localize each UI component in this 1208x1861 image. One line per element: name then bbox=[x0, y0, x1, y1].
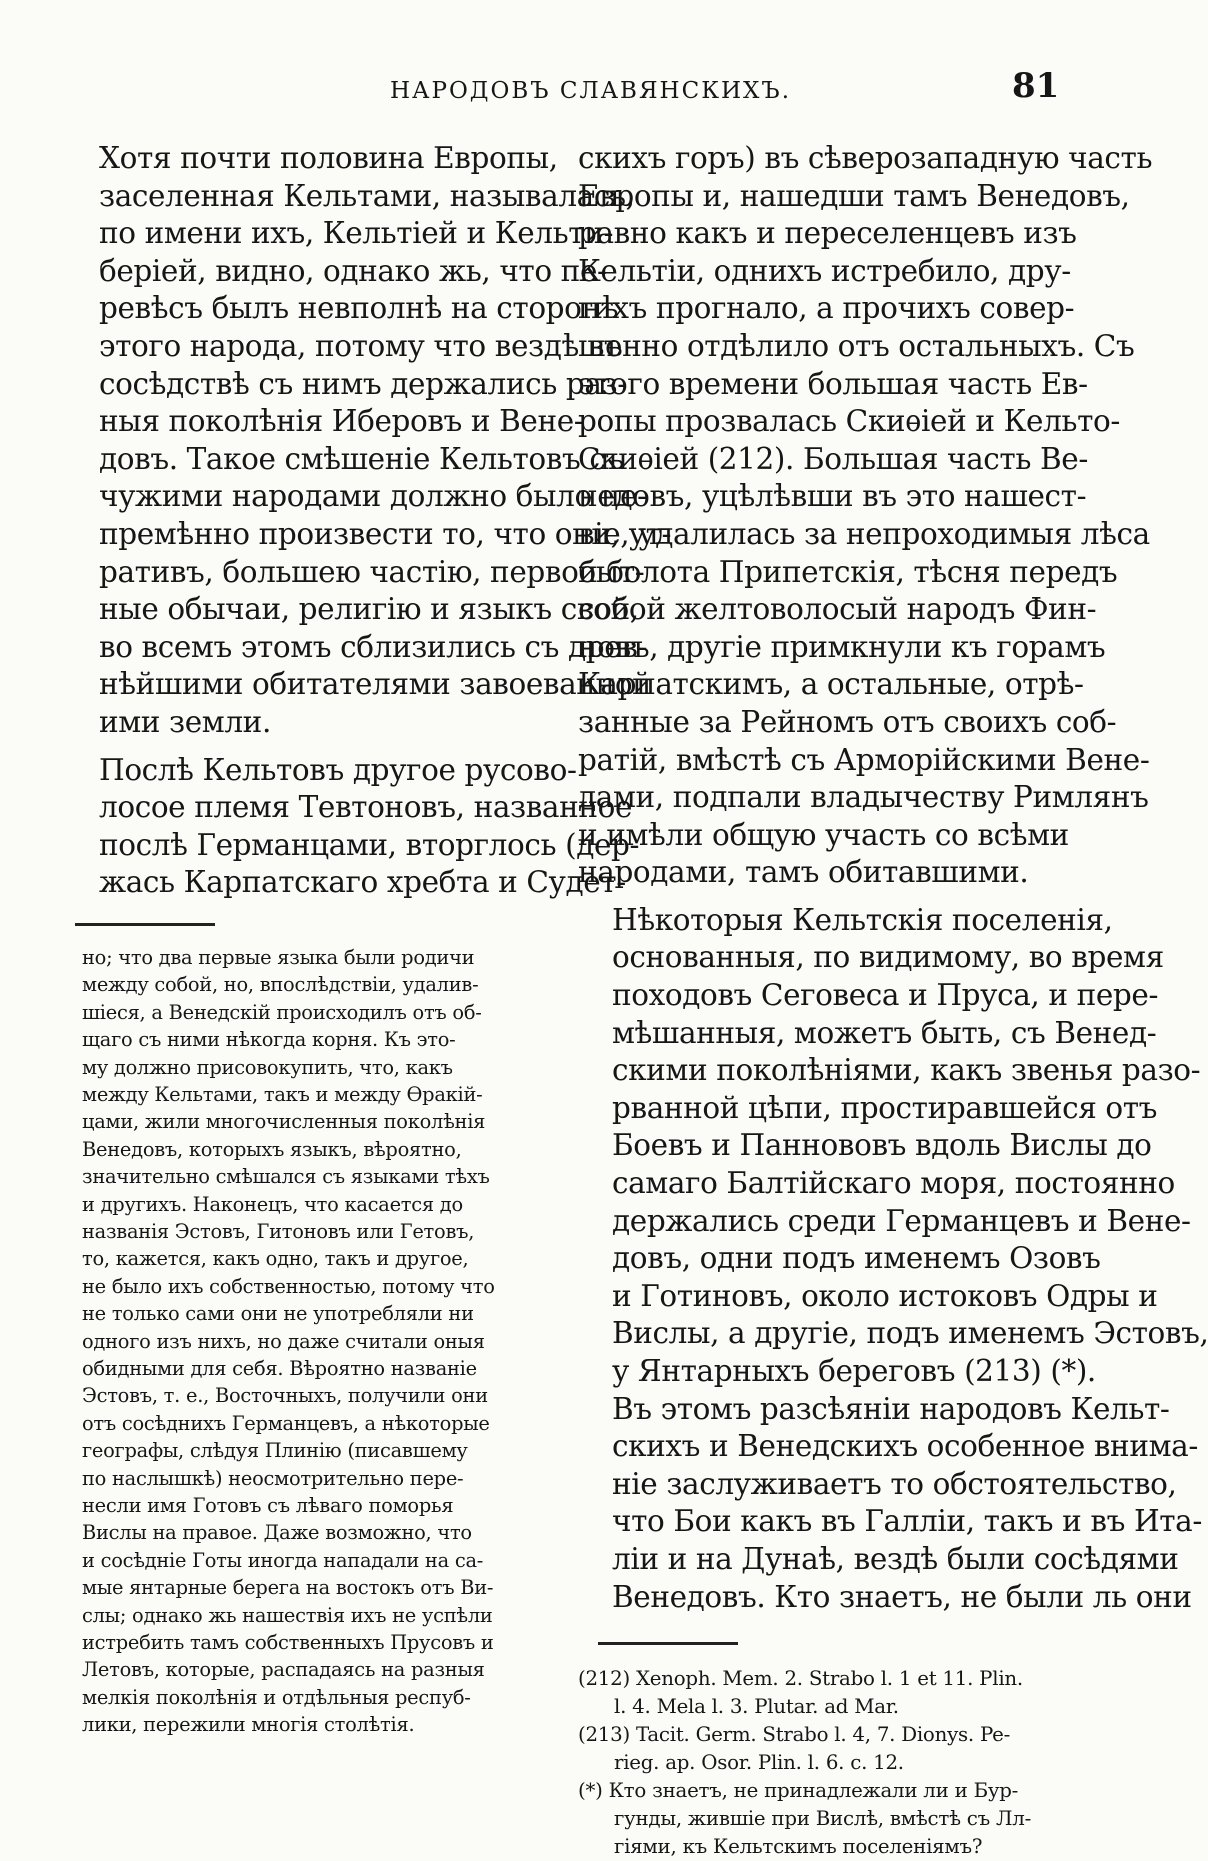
text-line: Хотя почти половина Европы, bbox=[99, 141, 558, 175]
text-line: ныя поколѣнія Иберовъ и Вене- bbox=[99, 404, 584, 439]
text-line: скихъ горъ) въ сѣверозападную часть bbox=[578, 141, 1153, 175]
text-line: этого времени большая часть Ев- bbox=[578, 366, 1088, 401]
text-line: Боевъ и Паннововъ вдоль Вислы до bbox=[612, 1128, 1152, 1163]
footnote-line: Вислы на правое. Даже возможно, что bbox=[82, 1521, 472, 1545]
text-line: заселенная Кельтами, называлась, bbox=[99, 178, 635, 213]
footnote-line: Венедовъ, которыхъ языкъ, вѣроятно, bbox=[82, 1137, 462, 1161]
text-line: мѣшанныя, можетъ быть, съ Венед- bbox=[612, 1015, 1157, 1050]
text-line: беріей, видно, однако жь, что пе- bbox=[99, 253, 607, 288]
footnote-213 bbox=[578, 1721, 1073, 1777]
left-column bbox=[65, 140, 672, 1739]
text-line: новъ, другіе примкнули къ горамъ bbox=[578, 629, 1106, 664]
text-line: ратій, вмѣстѣ съ Арморійскими Вене- bbox=[578, 742, 1150, 777]
text-line: ніе заслуживаетъ то обстоятельство, bbox=[612, 1466, 1177, 1501]
text-line: довъ. Такое смѣшеніе Кельтовъ съ bbox=[99, 441, 624, 476]
text-line: собой желтоволосый народъ Фин- bbox=[578, 592, 1097, 627]
text-line: что Бои какъ въ Галліи, такъ и въ Ита- bbox=[612, 1504, 1202, 1539]
text-line: Скиѳіей (212). Большая часть Ве- bbox=[578, 441, 1088, 476]
text-line: лосое племя Тевтоновъ, названное bbox=[99, 790, 633, 825]
footnote-line: то, кажется, какъ одно, такъ и другое, bbox=[82, 1247, 469, 1271]
text-line: Кельтіи, однихъ истребило, дру- bbox=[578, 253, 1071, 288]
footnote-line: значительно смѣшался съ языками тѣхъ bbox=[82, 1165, 490, 1189]
text-line: ропы прозвалась Скиѳіей и Кельто- bbox=[578, 404, 1120, 439]
footnote-line: (*) Кто знаетъ, не принадлежали ли и Бур- bbox=[578, 1779, 1019, 1803]
footnote-line: отъ сосѣднихъ Германцевъ, а нѣкоторые bbox=[82, 1411, 490, 1435]
paragraph-boii bbox=[578, 1391, 1202, 1617]
text-line: ные обычаи, религію и языкъ свой, bbox=[99, 592, 639, 627]
text-line: Карпатскимъ, а остальные, отрѣ- bbox=[578, 667, 1084, 702]
text-line: дами, подпали владычеству Римлянъ bbox=[578, 780, 1149, 815]
text-line: Вислы, а другіе, подъ именемъ Эстовъ, bbox=[612, 1316, 1208, 1351]
text-line: нѣйшими обитателями завоеванной bbox=[99, 667, 652, 702]
footnote-line: не было ихъ собственностью, потому что bbox=[82, 1274, 495, 1298]
footnote-line: rieg. ap. Osor. Plin. l. 6. c. 12. bbox=[614, 1751, 904, 1775]
footnote-line: географы, слѣдуя Плинію (писавшему bbox=[82, 1439, 468, 1463]
text-line: держались среди Германцевъ и Вене- bbox=[612, 1203, 1191, 1238]
footnote-line: названія Эстовъ, Гитоновъ или Гетовъ, bbox=[82, 1219, 475, 1243]
text-line: во всемъ этомъ сблизились съ древ- bbox=[99, 629, 648, 664]
text-line: шенно отдѣлило отъ остальныхъ. Съ bbox=[578, 328, 1135, 363]
text-line: по имени ихъ, Кельтіей и Кельти- bbox=[99, 216, 614, 251]
footnote-line: (213) Tacit. Germ. Strabo l. 4, 7. Dionys. Pe- bbox=[578, 1723, 1011, 1747]
footnote-line: Эстовъ, т. е., Восточныхъ, получили они bbox=[82, 1384, 488, 1408]
text-line: ими земли. bbox=[99, 704, 271, 739]
paragraph-celts bbox=[65, 140, 672, 742]
text-line: ревѣсъ былъ невполнѣ на сторонѣ bbox=[99, 291, 619, 326]
text-line: послѣ Германцами, вторглось (дер- bbox=[99, 827, 640, 862]
footnote-separator bbox=[75, 923, 215, 926]
running-title: НАРОДОВЪ СЛАВЯНСКИХЪ. bbox=[390, 78, 792, 104]
footnotes-right bbox=[578, 1665, 1073, 1861]
footnote-line: лики, пережили многія столѣтія. bbox=[82, 1713, 415, 1737]
footnote-line: но; что два первые языка были родичи bbox=[82, 945, 475, 969]
text-line: скими поколѣніями, какъ звенья разо- bbox=[612, 1053, 1201, 1088]
text-line: рванной цѣпи, простиравшейся отъ bbox=[612, 1090, 1158, 1125]
text-line: недовъ, уцѣлѣвши въ это нашест- bbox=[578, 479, 1087, 514]
footnote-line: и сосѣдніе Готы иногда нападали на са- bbox=[82, 1548, 484, 1572]
text-line: и Готиновъ, около истоковъ Одры и bbox=[612, 1278, 1158, 1313]
text-line: походовъ Сеговеса и Пруса, и пере- bbox=[612, 978, 1159, 1013]
footnote-line: шіеся, а Венедскій происходилъ отъ об- bbox=[82, 1000, 482, 1024]
right-column bbox=[578, 140, 1208, 1861]
paragraph-celtic-settlements bbox=[578, 902, 1208, 1391]
page-number: 81 bbox=[1012, 66, 1060, 106]
text-line: Въ этомъ разсѣяніи народовъ Кельт- bbox=[612, 1391, 1170, 1426]
footnote-line: мые янтарные берега на востокъ отъ Ви- bbox=[82, 1576, 494, 1600]
footnote-line: гіями, къ Кельтскимъ поселеніямъ? bbox=[614, 1835, 983, 1859]
footnote-line: несли имя Готовъ съ лѣваго поморья bbox=[82, 1494, 454, 1517]
text-line: гихъ прогнало, а прочихъ совер- bbox=[578, 291, 1075, 326]
footnote-line: одного изъ нихъ, но даже считали оныя bbox=[82, 1329, 485, 1353]
text-line: основанныя, по видимому, во время bbox=[612, 940, 1164, 975]
text-line: Послѣ Кельтовъ другое русово- bbox=[99, 752, 577, 787]
footnote-line: му должно присовокупить, что, какъ bbox=[82, 1055, 453, 1079]
text-line: ліи и на Дунаѣ, вездѣ были сосѣдями bbox=[612, 1541, 1179, 1576]
text-line: чужими народами должно было не- bbox=[99, 479, 647, 514]
footnote-line: цами, жили многочисленныя поколѣнія bbox=[82, 1110, 486, 1134]
text-line: віе, удалилась за непроходимыя лѣса bbox=[578, 516, 1150, 551]
footnote-line: обидными для себя. Вѣроятно названіе bbox=[82, 1356, 477, 1380]
text-line: жась Карпатскаго хребта и Судет- bbox=[99, 865, 626, 900]
text-line: народами, тамъ обитавшими. bbox=[578, 855, 1029, 890]
text-line: ративъ, большею частію, первобыт- bbox=[99, 554, 645, 589]
footnote-line: слы; однако жь нашествія ихъ не успѣли bbox=[82, 1603, 493, 1627]
text-line: сосѣдствѣ съ нимъ держались раз- bbox=[99, 366, 627, 401]
paragraph-teutons bbox=[65, 752, 640, 902]
footnote-separator bbox=[598, 1642, 738, 1645]
text-line: этого народа, потому что вездѣ въ bbox=[99, 328, 623, 363]
footnote-line: не только сами они не употребляли ни bbox=[82, 1302, 474, 1326]
paragraph-continuation bbox=[578, 140, 1153, 892]
text-line: Нѣкоторыя Кельтскія поселенія, bbox=[612, 902, 1113, 937]
text-line: довъ, одни подъ именемъ Озовъ bbox=[612, 1241, 1101, 1276]
text-line: и имѣли общую участь со всѣми bbox=[578, 817, 1069, 852]
text-line: и болота Припетскія, тѣсня передъ bbox=[578, 554, 1118, 589]
footnote-line: между Кельтами, такъ и между Ѳракій- bbox=[82, 1082, 483, 1106]
footnote-line: (212) Xenoph. Mem. 2. Strabo l. 1 et 11. Plin. bbox=[578, 1667, 1023, 1691]
text-line: равно какъ и переселенцевъ изъ bbox=[578, 216, 1077, 251]
footnote-star bbox=[578, 1777, 1073, 1861]
text-line: у Янтарныхъ береговъ (213) (*). bbox=[612, 1354, 1096, 1388]
footnote-line: щаго съ ними нѣкогда корня. Къ это- bbox=[82, 1028, 456, 1052]
text-line: скихъ и Венедскихъ особенное внима- bbox=[612, 1429, 1198, 1464]
footnote-line: гунды, жившіе при Вислѣ, вмѣстѣ съ Лл- bbox=[614, 1807, 1032, 1831]
footnote-line: Летовъ, которые, распадаясь на разныя bbox=[82, 1658, 485, 1682]
footnote-line: и другихъ. Наконецъ, что касается до bbox=[82, 1192, 463, 1216]
text-line: занные за Рейномъ отъ своихъ соб- bbox=[578, 704, 1117, 739]
footnote-line: l. 4. Mela l. 3. Plutar. ad Mar. bbox=[614, 1695, 899, 1719]
footnote-continuation bbox=[65, 944, 547, 1739]
footnote-line: между собой, но, впослѣдствіи, удалив- bbox=[82, 973, 479, 997]
text-line: премѣнно произвести то, что они, ут- bbox=[99, 516, 672, 551]
footnote-line: мелкія поколѣнія и отдѣльныя респуб- bbox=[82, 1685, 471, 1709]
footnote-line: истребить тамъ собственныхъ Прусовъ и bbox=[82, 1631, 494, 1655]
text-line: Европы и, нашедши тамъ Венедовъ, bbox=[578, 178, 1130, 213]
footnote-212 bbox=[578, 1665, 1073, 1721]
footnote-line: по наслышкѣ) неосмотрительно пере- bbox=[82, 1466, 464, 1490]
text-line: самаго Балтійскаго моря, постоянно bbox=[612, 1166, 1175, 1201]
text-line: Венедовъ. Кто знаетъ, не были ль они bbox=[612, 1579, 1192, 1614]
